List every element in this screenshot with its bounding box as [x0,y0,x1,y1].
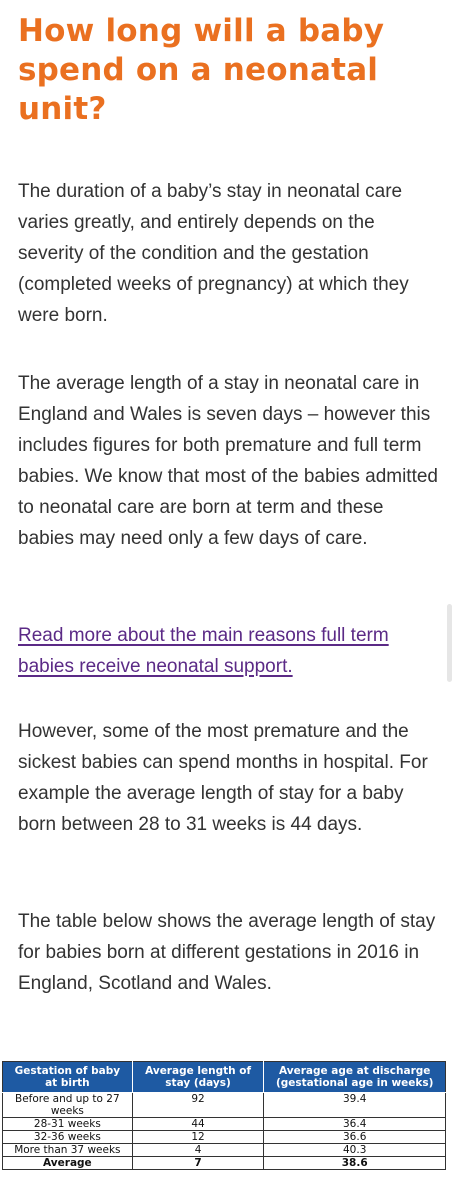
table-intro-paragraph: The table below shows the average length of stay for babies born at different gestations in 2016 in England, Scotland and Wales. [18,911,436,994]
gestation-cell: More than 37 weeks [3,1144,133,1157]
gestation-cell: Before and up to 27 weeks [3,1093,133,1118]
column-header-stay: Average length of stay (days) [132,1062,264,1093]
column-header-discharge: Average age at discharge (gestational age in weeks) [264,1062,446,1093]
discharge-cell: 40.3 [264,1144,446,1157]
stay-cell: 92 [132,1093,264,1118]
intro-paragraph: The duration of a baby’s stay in neonatal care varies greatly, and entirely depends on the severity of the condition and the gestation (completed weeks of pregnancy) at which they were born. [18,181,409,326]
stay-cell: 12 [132,1131,264,1144]
table-row [3,1093,446,1118]
gestation-cell: 28-31 weeks [3,1118,133,1131]
full-term-reasons-link[interactable]: Read more about the main reasons full term babies receive neonatal support. [18,625,389,677]
discharge-cell: 38.6 [264,1157,446,1170]
premature-stay-paragraph: However, some of the most premature and the sickest babies can spend months in hospital. For example the average length of stay for a baby born between 28 to 31 weeks is 44 days. [18,721,428,835]
discharge-cell: 36.4 [264,1118,446,1131]
stay-cell: 4 [132,1144,264,1157]
gestation-cell: Average [3,1157,133,1170]
discharge-cell: 39.4 [264,1093,446,1118]
column-header-gestation: Gestation of baby at birth [3,1062,133,1093]
length-of-stay-table-wrap [0,1061,452,1170]
table-header-row [3,1062,446,1093]
stay-cell: 7 [132,1157,264,1170]
stay-cell: 44 [132,1118,264,1131]
table-row [3,1131,446,1144]
table-row [3,1118,446,1131]
table-row-average [3,1157,446,1170]
length-of-stay-table [2,1061,446,1170]
gestation-cell: 32-36 weeks [3,1131,133,1144]
discharge-cell: 36.6 [264,1131,446,1144]
page-title: How long will a baby spend on a neonatal unit? [18,13,385,127]
scrollbar[interactable] [447,604,452,682]
average-stay-paragraph: The average length of a stay in neonatal care in England and Wales is seven days – however this includes figures for both premature and full term babies. We know that most of the babies admitted to neonatal care are born at term and these babies may need only a few days of care. [18,373,438,549]
table-row [3,1144,446,1157]
